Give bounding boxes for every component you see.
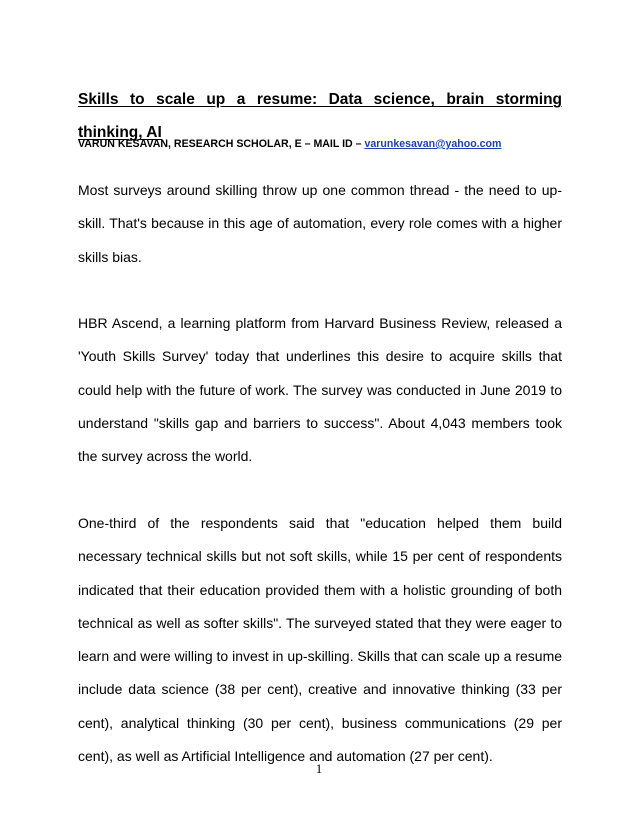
paragraph-hbr-ascend-survey: HBR Ascend, a learning platform from Harvard Business Review, released a 'Youth Skills Survey' today that underlines this desire to acquire skills that could help with the future of work. The survey was conducted in June 2019 to understand "skills gap and barriers to success". About 4,043 members took the survey across the world.: [78, 315, 562, 465]
author-email-link[interactable]: varunkesavan@yahoo.com: [364, 138, 502, 150]
paragraph-skilling-surveys: Most surveys around skilling throw up one common thread - the need to up-skill. That's because in this age of automation, every role comes with a higher skills bias.: [78, 182, 562, 265]
page-number: 1: [315, 761, 323, 776]
document-title: Skills to scale up a resume: Data science, brain storming thinking, AI: [78, 91, 562, 141]
author-line: [78, 137, 562, 151]
paragraph-respondents-skills: One-third of the respondents said that "education helped them build necessary technical skills but not soft skills, while 15 per cent of respondents indicated that their education provided them with a holistic grounding of both technical as well as softer skills". The surveyed stated that they were eager to learn and were willing to invest in up-skilling. Skills that can scale up a resume include data science (38 per cent), creative and innovative thinking (33 per cent), analytical thinking (30 per cent), business communications (29 per cent), as well as Artificial Intelligence and automation (27 per cent).: [78, 514, 563, 765]
document-body: [78, 174, 562, 807]
author-info: VARUN KESAVAN, RESEARCH SCHOLAR, E – MAIL ID –: [78, 138, 365, 150]
